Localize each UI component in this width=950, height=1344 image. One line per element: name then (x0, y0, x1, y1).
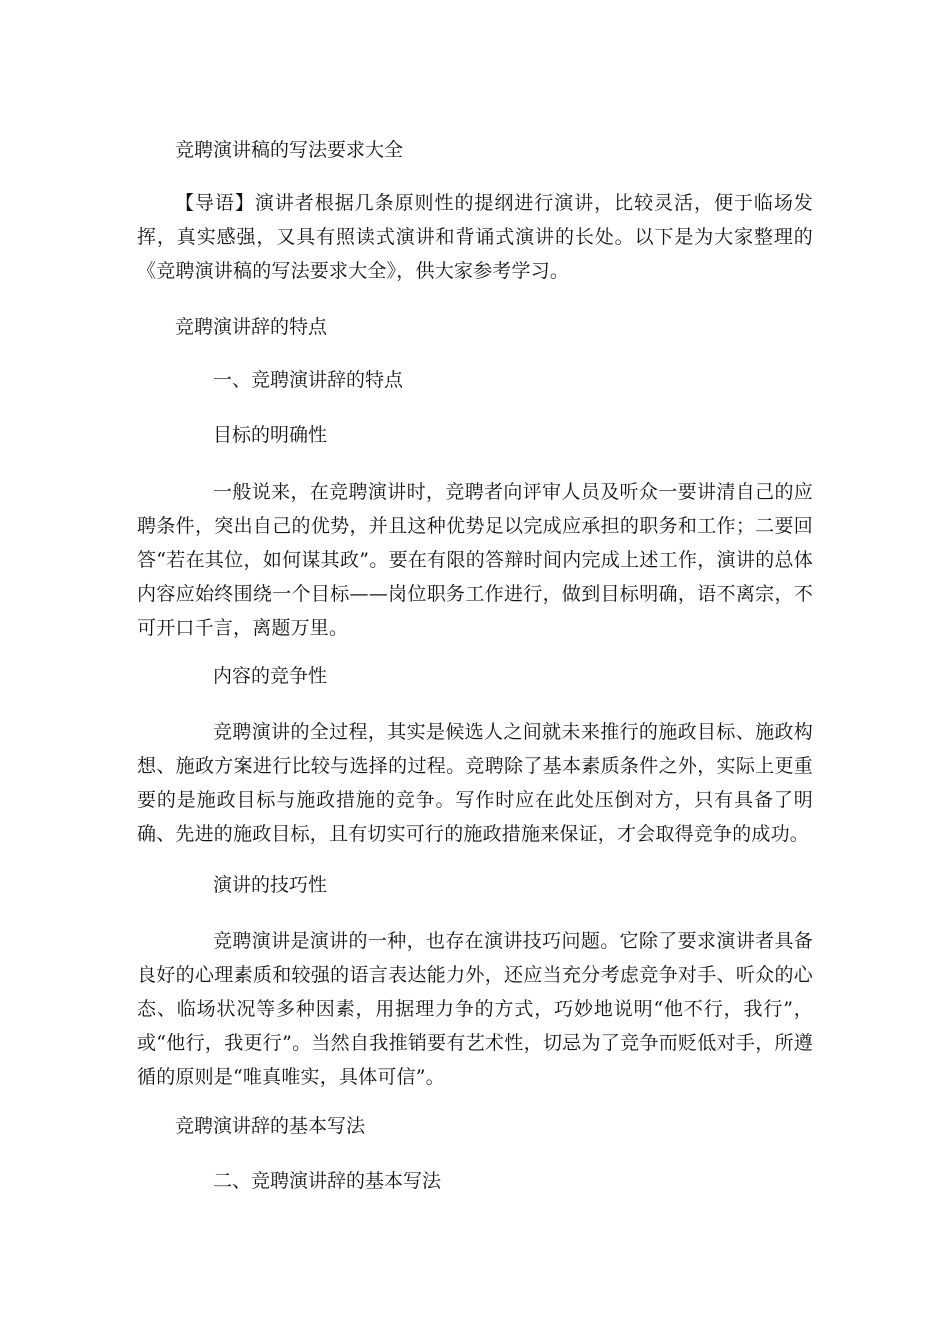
point-body-competitiveness: 竞聘演讲的全过程，其实是候选人之间就未来推行的施政目标、施政构想、施政方案进行比较与选择的过程。竞聘除了基本素质条件之外，实际上更重要的是施政目标与施政措施的竞争。写作时应在此处压倒对方，只有具备了明确、先进的施政目标，且有切实可行的施政措施来保证，才会取得竞争的成功。 (137, 721, 813, 845)
document-title: 竞聘演讲稿的写法要求大全 (175, 139, 404, 161)
section-heading-features: 竞聘演讲辞的特点 (175, 316, 328, 338)
point-body-technique: 竞聘演讲是演讲的一种，也存在演讲技巧问题。它除了要求演讲者具备良好的心理素质和较强的语言表达能力外，还应当充分考虑竞争对手、听众的心态、临场状况等多种因素，用据理力争的方式，巧妙地说明“他不行，我行”，或“他行，我更行”。当然自我推销要有艺术性，切忌为了竞争而贬低对手，所遵循的原则是“唯真唯实，具体可信”。 (137, 930, 813, 1088)
intro-paragraph: 【导语】演讲者根据几条原则性的提纲进行演讲，比较灵活，便于临场发挥，真实感强，又具有照读式演讲和背诵式演讲的长处。以下是为大家整理的《竞聘演讲稿的写法要求大全》，供大家参考学习。 (137, 192, 813, 282)
point-title-technique: 演讲的技巧性 (213, 874, 328, 896)
point-title-clarity: 目标的明确性 (213, 424, 328, 446)
section-heading-methods: 竞聘演讲辞的基本写法 (175, 1115, 366, 1137)
point-body-clarity: 一般说来，在竞聘演讲时，竞聘者向评审人员及听众一要讲清自己的应聘条件，突出自己的优势，并且这种优势足以完成应承担的职务和工作；二要回答“若在其位，如何谋其政”。要在有限的答辩时间内完成上述工作，演讲的总体内容应始终围绕一个目标——岗位职务工作进行，做到目标明确，语不离宗，不可开口千言，离题万里。 (137, 481, 813, 639)
subsection-heading-features: 一、竞聘演讲辞的特点 (213, 369, 404, 391)
subsection-heading-methods: 二、竞聘演讲辞的基本写法 (213, 1170, 442, 1192)
point-title-competitiveness: 内容的竞争性 (213, 665, 328, 687)
